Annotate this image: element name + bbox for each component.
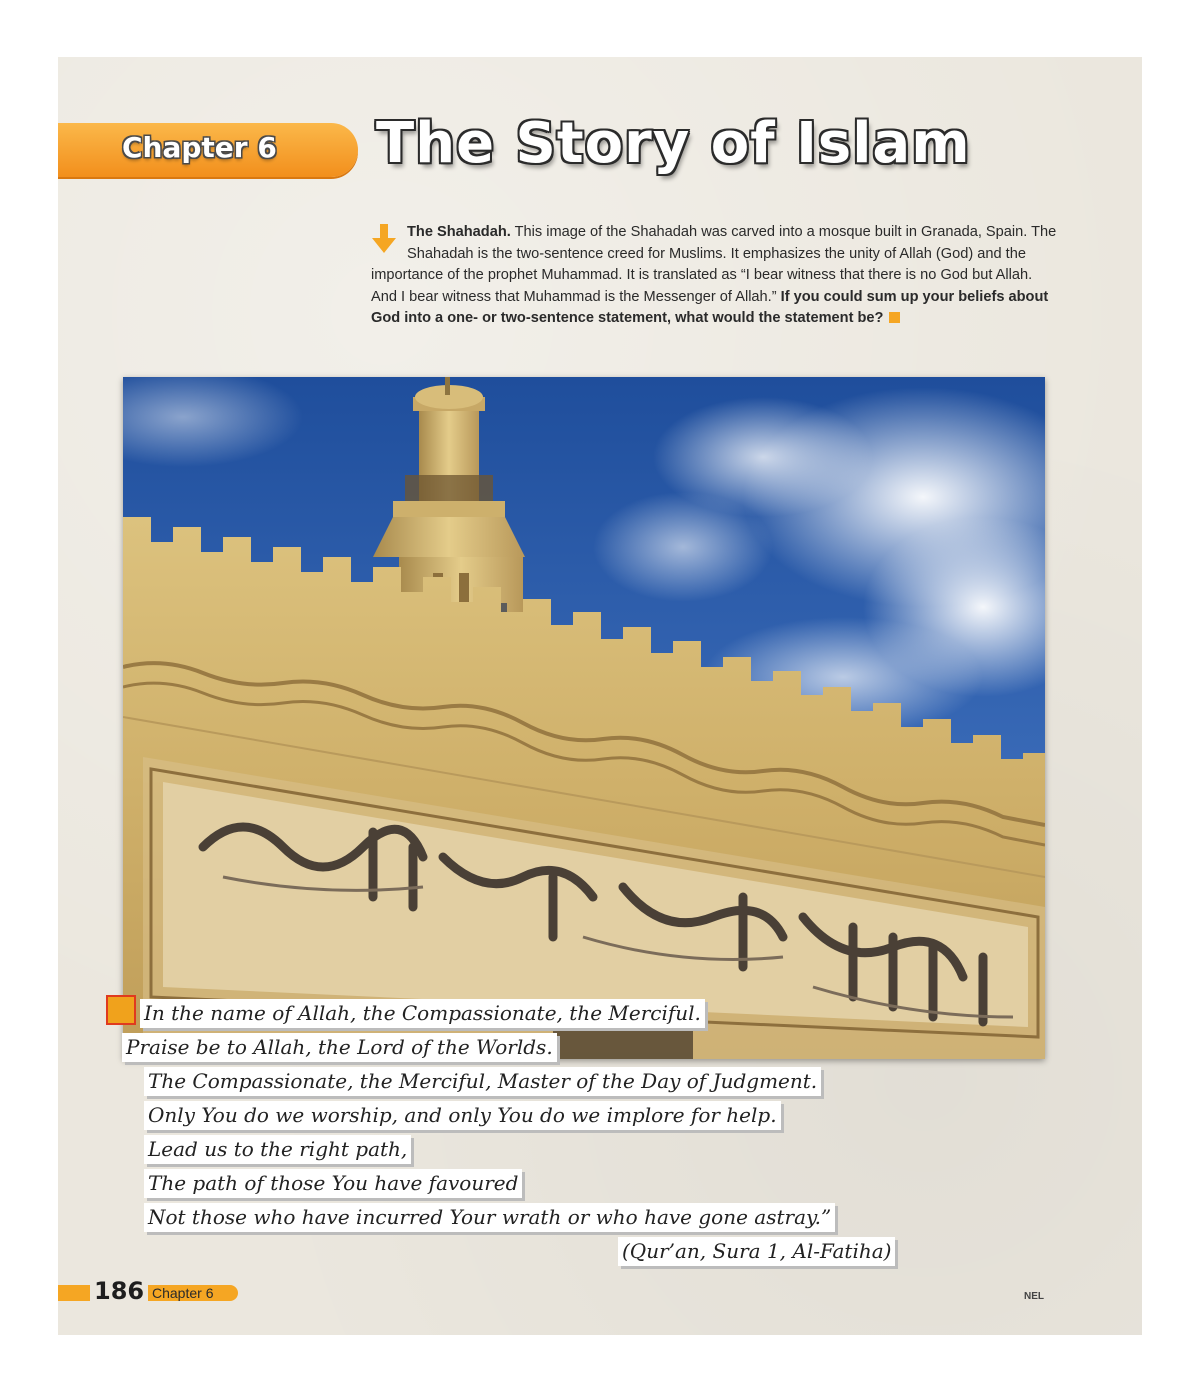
quote-mark-icon: [106, 995, 136, 1025]
end-square-icon: [889, 312, 900, 323]
chapter-banner: [58, 123, 358, 177]
arrow-down-icon: [371, 224, 397, 254]
photo-caption: [371, 222, 1061, 330]
chapter-label: Chapter 6: [122, 131, 277, 164]
quote-line: Lead us to the right path,: [144, 1135, 411, 1164]
quote-line: The Compassionate, the Merciful, Master of the Day of Judgment.: [144, 1067, 821, 1096]
quote-citation: (Qur’an, Sura 1, Al-Fatiha): [618, 1237, 895, 1266]
quote-line: Only You do we worship, and only You do we implore for help.: [144, 1101, 781, 1130]
publisher-label: NEL: [1024, 1291, 1044, 1302]
page-number: 186: [90, 1277, 148, 1305]
quote-line: The path of those You have favoured: [144, 1169, 522, 1198]
quote-line: Praise be to Allah, the Lord of the Worlds.: [122, 1033, 557, 1062]
caption-body: This image of the Shahadah was carved into a mosque built in Granada, Spain. The Shahadah is the two-sentence creed for Muslims. It emphasizes the unity of Allah (God) and the importance of the prophet Muhammad. It is translated as “I bear witness that there is no God but Allah. And I bear witness that Muhammad is the Messenger of Allah.”: [371, 224, 1057, 305]
footer-chapter-label: Chapter 6: [152, 1285, 214, 1301]
page-title: The Story of Islam: [376, 111, 971, 176]
textbook-page: [58, 57, 1142, 1335]
caption-question: If you could sum up your beliefs about God into a one- or two-sentence statement, what would the statement be?: [371, 288, 1049, 326]
caption-lead: The Shahadah.: [407, 224, 511, 240]
quote-line: In the name of Allah, the Compassionate, the Merciful.: [140, 999, 705, 1028]
quote-line: Not those who have incurred Your wrath or who have gone astray.”: [144, 1203, 835, 1232]
mosque-photo: [123, 377, 1045, 1059]
